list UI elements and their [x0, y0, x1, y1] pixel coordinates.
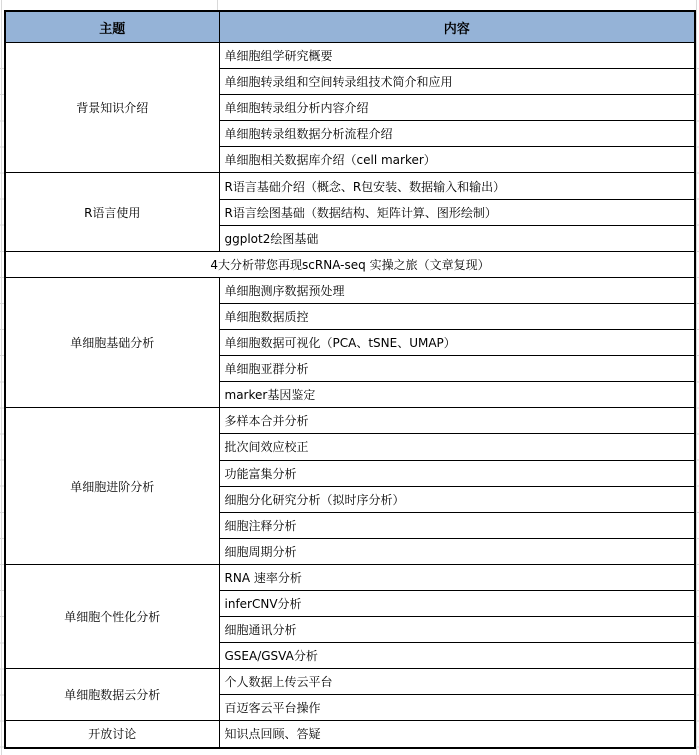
content-cell[interactable]: 单细胞转录组数据分析流程介绍 [219, 121, 695, 147]
content-cell[interactable]: R语言绘图基础（数据结构、矩阵计算、图形绘制） [219, 199, 695, 225]
table-row [5, 669, 695, 695]
content-cell[interactable]: 细胞分化研究分析（拟时序分析） [219, 486, 695, 512]
content-cell[interactable]: R语言基础介绍（概念、R包安装、数据输入和输出） [219, 173, 695, 199]
gridline-top-tick [217, 0, 218, 10]
table-row [5, 173, 695, 199]
content-cell[interactable]: 单细胞组学研究概要 [219, 43, 695, 69]
content-cell[interactable]: 功能富集分析 [219, 460, 695, 486]
content-cell[interactable]: inferCNV分析 [219, 590, 695, 616]
content-cell[interactable]: 单细胞数据质控 [219, 303, 695, 329]
table-row [5, 564, 695, 590]
content-cell[interactable]: 百迈客云平台操作 [219, 695, 695, 721]
content-cell[interactable]: 单细胞相关数据库介绍（cell marker） [219, 147, 695, 173]
content-cell[interactable]: 批次间效应校正 [219, 434, 695, 460]
topic-cell-r-language[interactable]: R语言使用 [5, 173, 219, 251]
table-row [5, 408, 695, 434]
course-outline-table [4, 10, 696, 749]
table-row [5, 721, 695, 748]
content-cell[interactable]: 细胞注释分析 [219, 512, 695, 538]
content-cell[interactable]: 个人数据上传云平台 [219, 669, 695, 695]
merged-banner-cell[interactable]: 4大分析带您再现scRNA-seq 实操之旅（文章复现） [5, 251, 695, 277]
topic-cell-background-intro[interactable]: 背景知识介绍 [5, 43, 219, 173]
header-cell-content[interactable]: 内容 [219, 11, 695, 43]
content-cell[interactable]: RNA 速率分析 [219, 564, 695, 590]
content-cell[interactable]: ggplot2绘图基础 [219, 225, 695, 251]
content-cell[interactable]: 单细胞转录组分析内容介绍 [219, 95, 695, 121]
content-cell[interactable]: 单细胞转录组和空间转录组技术简介和应用 [219, 69, 695, 95]
content-cell[interactable]: 知识点回顾、答疑 [219, 721, 695, 748]
table-row [5, 43, 695, 69]
content-cell[interactable]: 单细胞亚群分析 [219, 356, 695, 382]
topic-cell-open-discussion[interactable]: 开放讨论 [5, 721, 219, 748]
content-cell[interactable]: 细胞通讯分析 [219, 617, 695, 643]
content-cell[interactable]: GSEA/GSVA分析 [219, 643, 695, 669]
content-cell[interactable]: 单细胞数据可视化（PCA、tSNE、UMAP） [219, 330, 695, 356]
content-cell[interactable]: 细胞周期分析 [219, 538, 695, 564]
content-cell[interactable]: 多样本合并分析 [219, 408, 695, 434]
content-cell[interactable]: 单细胞测序数据预处理 [219, 277, 695, 303]
topic-cell-cloud-analysis[interactable]: 单细胞数据云分析 [5, 669, 219, 721]
header-cell-topic[interactable]: 主题 [5, 11, 219, 43]
header-row [5, 11, 695, 43]
topic-cell-basic-analysis[interactable]: 单细胞基础分析 [5, 277, 219, 407]
topic-cell-advanced-analysis[interactable]: 单细胞进阶分析 [5, 408, 219, 565]
content-cell[interactable]: marker基因鉴定 [219, 382, 695, 408]
topic-cell-personalized-analysis[interactable]: 单细胞个性化分析 [5, 564, 219, 668]
table-row [5, 251, 695, 277]
table-row [5, 277, 695, 303]
